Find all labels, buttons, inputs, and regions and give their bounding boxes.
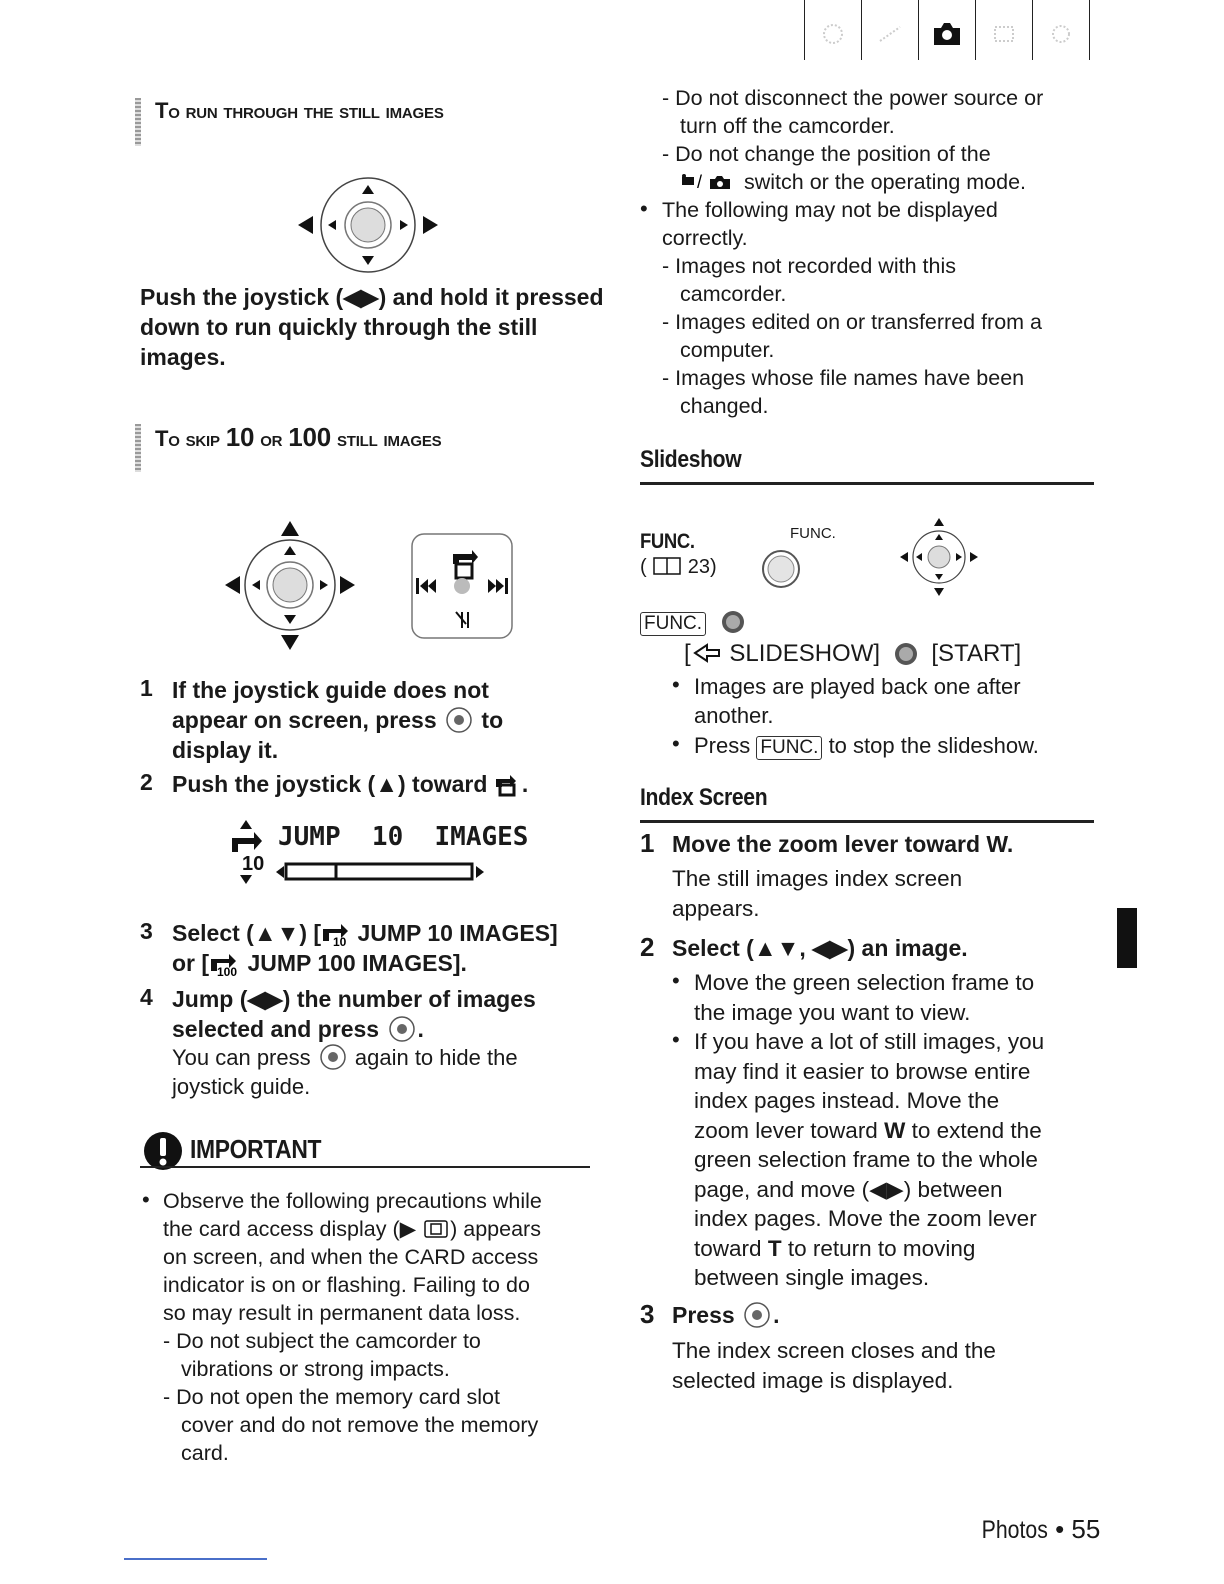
jump-10-small-icon [321, 921, 351, 947]
index-step-2-text: Select (▲▼, ◀▶) an image. [672, 935, 968, 961]
func-key-inline[interactable]: FUNC. [756, 736, 822, 760]
step-3-text: Select (▲▼) [ 10 JUMP 10 IMAGES] or [ 100 JUMP 100 IMAGES]. [172, 920, 558, 977]
slideshow-icon [691, 640, 723, 666]
jump-display-label: JUMP 10 IMAGES [278, 822, 529, 852]
svg-text:/: / [697, 172, 703, 192]
func-page-ref: ( 23) [640, 556, 717, 578]
bullet: • [672, 1027, 680, 1052]
index-step-1-body: The still images index screen appears. [672, 866, 963, 921]
bullet: • [672, 968, 680, 993]
svg-text:10: 10 [333, 935, 347, 947]
continued-dash-2: - Do not change the position of the / switch or the operating mode. [662, 142, 1027, 194]
section-marker-2 [135, 424, 141, 472]
important-bullet-text: Observe the following precautions while the card access display (▶ ) appears on screen, and when the CARD access indicator is on or flashing. Failing to do so may result in permanent data loss. [163, 1189, 542, 1325]
slideshow-divider [640, 482, 1094, 485]
tab-camera-icon [918, 0, 975, 60]
bullet: • [672, 731, 680, 756]
arrow-next-icon [720, 609, 746, 635]
mode-icon-tabs [804, 0, 1090, 60]
tab-print-icon [975, 0, 1032, 60]
joystick-left-right-icon [293, 175, 443, 275]
right-dash-b: - Images edited on or transferred from a computer. [662, 310, 1043, 362]
func-key[interactable]: FUNC. [640, 612, 706, 636]
index-step-3-body: The index screen closes and the selected image is displayed. [672, 1338, 996, 1393]
chapter-marker [1117, 908, 1137, 968]
tab-edit-icon [861, 0, 918, 60]
right-bullet-2: The following may not be displayed correctly. [662, 198, 998, 250]
svg-text:100: 100 [217, 965, 238, 977]
index-step-2-bullet-1: Move the green selection frame to the image you want to view. [694, 970, 1035, 1025]
step-4-note: You can press again to hide the joystick guide. [172, 1045, 518, 1099]
index-step-2-bullet-2: If you have a lot of still images, you may find it easier to browse entire index pages instead. Move the zoom lever toward W to extend the green selection frame to the whole page, and move (◀▶) between index pages. Move the zoom lever toward T to return to moving between single images. [694, 1029, 1045, 1290]
run-instruction: Push the joystick (◀▶) and hold it pressed down to run quickly through the still images. [140, 284, 604, 370]
set-button-icon [741, 1301, 773, 1329]
tab-pc-icon [1032, 0, 1090, 60]
bullet: • [672, 672, 680, 697]
important-dash-1: - Do not subject the camcorder to vibrations or strong impacts. [163, 1329, 481, 1381]
important-dash-2: - Do not open the memory card slot cover and do not remove the memory card. [163, 1385, 539, 1465]
important-title: IMPORTANT [190, 1134, 322, 1164]
jump-100-small-icon [209, 951, 241, 977]
section-title-run: To run through the still images [155, 98, 444, 123]
card-icon [422, 1218, 450, 1240]
step-2-text: Push the joystick (▲) toward . [172, 771, 529, 797]
section-marker [135, 98, 141, 146]
book-icon [652, 556, 682, 576]
bullet: • [640, 196, 648, 221]
index-step-3-number: 3 [640, 1299, 655, 1329]
jump-progress-bar [274, 862, 486, 882]
step-1-text: If the joystick guide does not appear on screen, press to display it. [172, 677, 504, 763]
joystick-guide-box [410, 530, 516, 642]
func-label: FUNC. [640, 530, 695, 553]
jump-10-icon [228, 818, 270, 886]
right-dash-c: - Images whose file names have been changed. [662, 366, 1025, 418]
slideshow-bullet-2: Press FUNC. to stop the slideshow. [694, 733, 1039, 758]
slideshow-bullet-1: Images are played back one after another. [694, 674, 1021, 728]
jump-icon [494, 771, 522, 797]
slideshow-menu-line: [ SLIDESHOW] [START] [684, 640, 1022, 667]
footer-page: Photos • 55 [981, 1514, 1101, 1544]
slideshow-title: Slideshow [640, 446, 742, 473]
arrow-next-icon [893, 641, 919, 667]
svg-text:10: 10 [242, 853, 265, 875]
bullet: • [142, 1187, 150, 1212]
set-button-icon [443, 706, 475, 734]
step-1-number: 1 [140, 675, 153, 701]
index-step-3-text: Press . [672, 1302, 780, 1328]
index-title: Index Screen [640, 784, 768, 811]
right-dash-a: - Images not recorded with this camcorder. [662, 254, 956, 306]
index-divider [640, 820, 1094, 823]
index-step-1-number: 1 [640, 828, 655, 858]
continued-dash-1: - Do not disconnect the power source or turn off the camcorder. [662, 86, 1044, 138]
step-2-number: 2 [140, 769, 153, 795]
joystick-small-icon [898, 516, 980, 598]
set-button-icon [317, 1043, 349, 1071]
tab-movie-icon [804, 0, 861, 60]
step-3-number: 3 [140, 918, 153, 944]
index-step-1-text: Move the zoom lever toward W. [672, 831, 1014, 857]
section-title-skip: To skip 10 or 100 still images [155, 422, 442, 452]
joystick-up-icon [222, 518, 362, 653]
func-button-caption: FUNC. [790, 525, 836, 542]
step-4-number: 4 [140, 984, 153, 1010]
footer-link-rule [124, 1558, 267, 1560]
index-step-2-number: 2 [640, 932, 655, 962]
important-divider [140, 1166, 590, 1168]
func-button-icon[interactable] [760, 548, 802, 590]
set-button-icon [386, 1015, 418, 1043]
step-4-text: Jump (◀▶) the number of images selected and press . [172, 986, 536, 1042]
movie-camera-switch-icon [680, 172, 738, 192]
func-key-row [640, 609, 746, 636]
